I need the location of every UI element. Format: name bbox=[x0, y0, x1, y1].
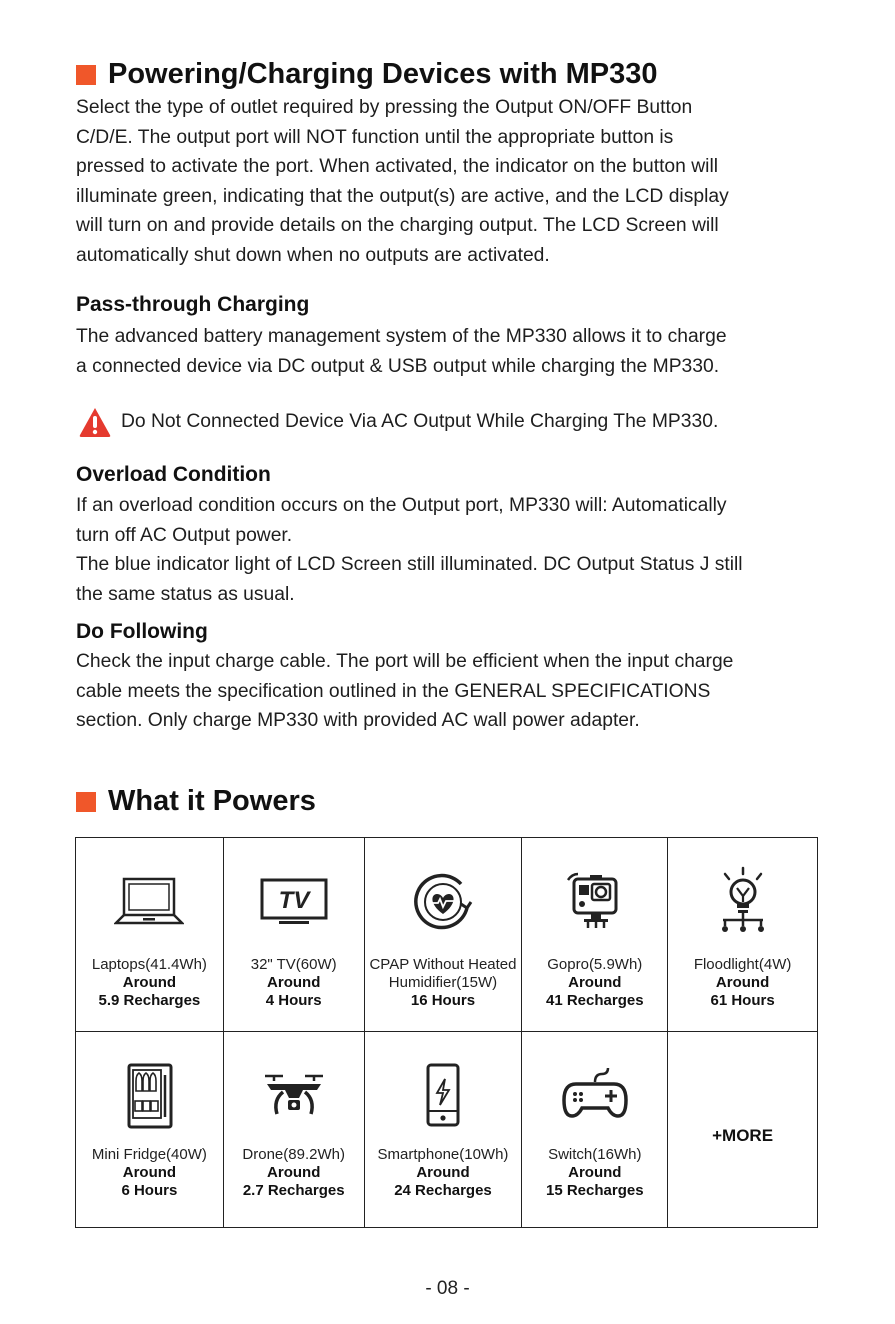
page-number: - 08 - bbox=[425, 1278, 470, 1299]
overload-paragraph bbox=[76, 491, 836, 550]
more-cell bbox=[668, 1032, 818, 1228]
orange-square-bullet bbox=[76, 65, 96, 85]
device-runtime: 5.9 Recharges bbox=[98, 992, 201, 1009]
device-name-line2: Humidifier(15W) bbox=[388, 974, 498, 991]
section-title: Powering/Charging Devices with MP330 bbox=[108, 58, 658, 90]
device-name: Mini Fridge(40W) bbox=[91, 1146, 207, 1163]
device-runtime: 16 Hours bbox=[410, 992, 476, 1009]
gopro-icon bbox=[560, 870, 630, 934]
text-line: pressed to activate the port. When activated, the indicator on the button will bbox=[76, 156, 719, 177]
tv-icon-label: TV bbox=[278, 887, 310, 914]
warning-icon bbox=[78, 406, 112, 438]
device-name: CPAP Without Heated bbox=[369, 956, 517, 973]
text-line: the same status as usual. bbox=[76, 583, 295, 605]
text-line: Check the input charge cable. The port will be efficient when the input charge bbox=[76, 651, 734, 672]
pass-through-heading: Pass-through Charging bbox=[76, 293, 310, 316]
device-runtime: 2.7 Recharges bbox=[242, 1182, 345, 1199]
device-cell bbox=[364, 838, 522, 1032]
devices-table bbox=[75, 837, 818, 1228]
text-line: The blue indicator light of LCD Screen still illuminated. DC Output Status J still bbox=[76, 554, 743, 575]
device-around: Around bbox=[267, 974, 321, 991]
cpap-icon bbox=[411, 870, 475, 934]
device-around: Around bbox=[568, 974, 622, 991]
section-heading-powering bbox=[76, 58, 658, 91]
intro-paragraph bbox=[76, 93, 836, 270]
device-runtime: 41 Recharges bbox=[545, 992, 644, 1009]
table-row bbox=[76, 1032, 818, 1228]
device-cell bbox=[76, 1032, 224, 1228]
more-label: +MORE bbox=[712, 1126, 774, 1145]
device-runtime: 24 Recharges bbox=[394, 1182, 492, 1199]
laptop-icon bbox=[114, 875, 184, 929]
device-name: Drone(89.2Wh) bbox=[242, 1146, 345, 1163]
orange-square-bullet bbox=[76, 792, 96, 812]
text-line: illuminate green, indicating that the output(s) are active, and the LCD display bbox=[76, 185, 729, 207]
device-around: Around bbox=[715, 974, 770, 991]
text-line: The advanced battery management system of the MP330 allows it to charge bbox=[76, 326, 727, 347]
device-name: Smartphone(10Wh) bbox=[377, 1146, 509, 1163]
device-runtime: 61 Hours bbox=[710, 992, 775, 1009]
text-line: If an overload condition occurs on the Output port, MP330 will: Automatically bbox=[76, 495, 727, 516]
text-line: turn off AC Output power. bbox=[76, 524, 293, 546]
overload-heading: Overload Condition bbox=[76, 463, 271, 486]
do-following-heading: Do Following bbox=[76, 620, 208, 643]
text-line: cable meets the specification outlined in the GENERAL SPECIFICATIONS bbox=[76, 680, 711, 702]
device-cell bbox=[668, 838, 818, 1032]
device-cell bbox=[76, 838, 224, 1032]
device-name: 32" TV(60W) bbox=[250, 956, 337, 973]
device-around: Around bbox=[416, 1164, 470, 1181]
device-name: Laptops(41.4Wh) bbox=[91, 956, 207, 973]
text-line: Select the type of outlet required by pressing the Output ON/OFF Button bbox=[76, 97, 693, 118]
text-line: a connected device via DC output & USB output while charging the MP330. bbox=[76, 355, 720, 377]
do-following-paragraph bbox=[76, 647, 836, 736]
text-line: will turn on and provide details on the charging output. The LCD Screen will bbox=[76, 215, 719, 236]
pass-through-paragraph bbox=[76, 322, 836, 381]
device-cell bbox=[522, 838, 668, 1032]
section-heading-what-it-powers bbox=[76, 785, 316, 818]
device-around: Around bbox=[568, 1164, 622, 1181]
section-title: What it Powers bbox=[108, 785, 316, 817]
tv-icon bbox=[259, 877, 329, 927]
text-line: section. Only charge MP330 with provided AC wall power adapter. bbox=[76, 710, 640, 731]
device-cell bbox=[223, 1032, 364, 1228]
device-runtime: 4 Hours bbox=[265, 992, 322, 1009]
device-name: Switch(16Wh) bbox=[548, 1146, 642, 1163]
smartphone-icon bbox=[423, 1063, 463, 1129]
floodlight-icon bbox=[713, 866, 773, 938]
device-runtime: 6 Hours bbox=[121, 1182, 178, 1199]
device-name: Floodlight(4W) bbox=[693, 956, 792, 973]
drone-icon bbox=[259, 1068, 329, 1124]
warning-note bbox=[78, 406, 718, 438]
device-name: Gopro(5.9Wh) bbox=[547, 956, 643, 973]
device-cell bbox=[522, 1032, 668, 1228]
text-line: C/D/E. The output port will NOT function until the appropriate button is bbox=[76, 126, 674, 148]
warning-text: Do Not Connected Device Via AC Output While Charging The MP330. bbox=[121, 411, 719, 432]
text-line: automatically shut down when no outputs are activated. bbox=[76, 244, 550, 266]
device-cell bbox=[364, 1032, 522, 1228]
device-around: Around bbox=[122, 1164, 177, 1181]
table-row bbox=[76, 838, 818, 1032]
mini-fridge-icon bbox=[119, 1061, 179, 1131]
game-controller-icon bbox=[560, 1066, 630, 1126]
device-around: Around bbox=[122, 974, 177, 991]
device-cell bbox=[223, 838, 364, 1032]
overload-indicator-paragraph bbox=[76, 550, 836, 609]
device-around: Around bbox=[267, 1164, 321, 1181]
device-runtime: 15 Recharges bbox=[545, 1182, 644, 1199]
